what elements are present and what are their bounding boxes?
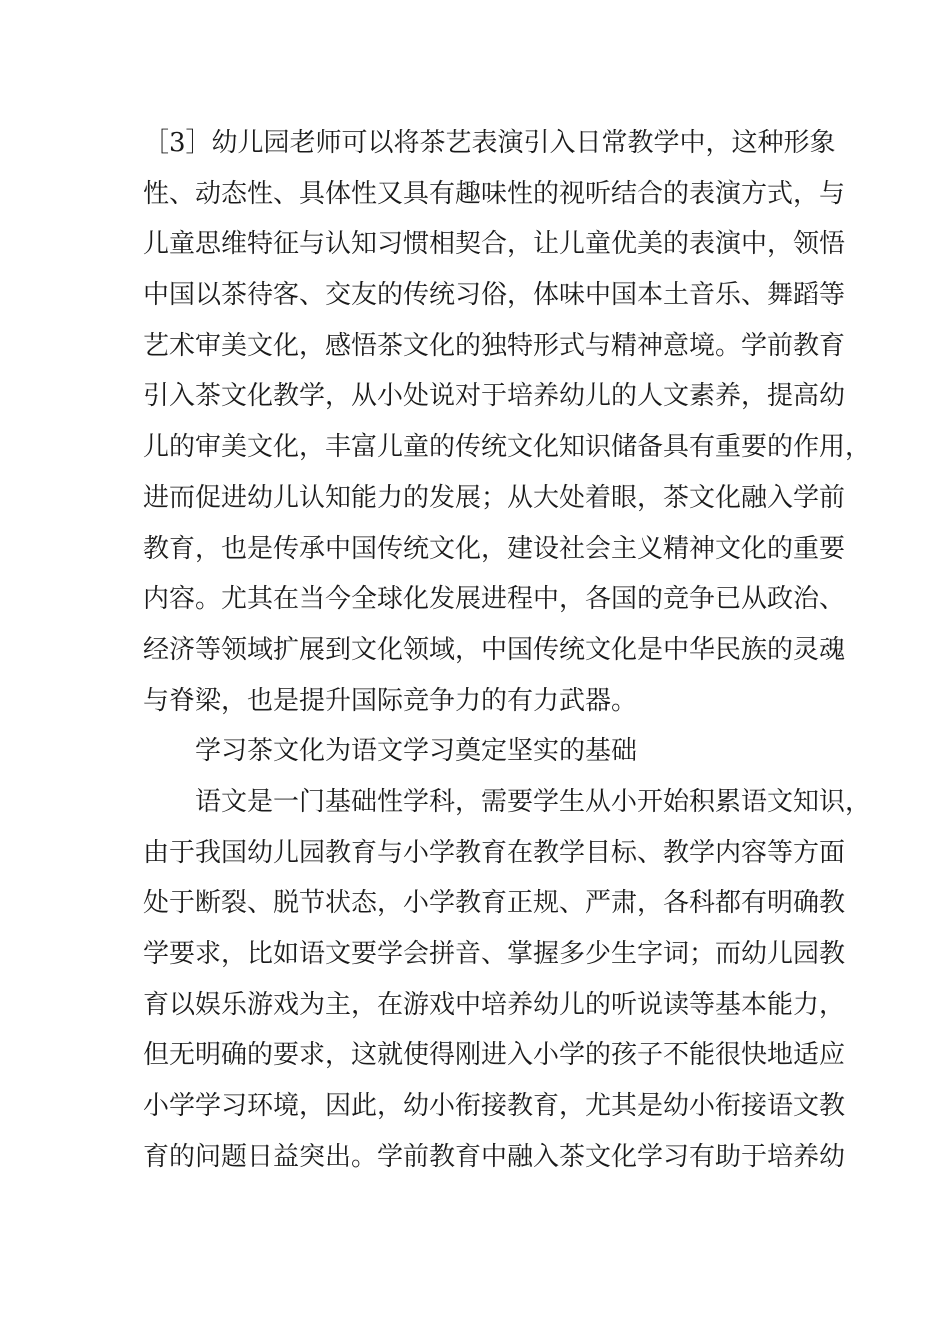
text-line: 儿童思维特征与认知习惯相契合，让儿童优美的表演中，领悟 bbox=[143, 229, 846, 260]
text-line: 引入茶文化教学，从小处说对于培养幼儿的人文素养，提高幼 bbox=[143, 381, 846, 412]
text-line: 性、动态性、具体性又具有趣味性的视听结合的表演方式，与 bbox=[143, 178, 846, 209]
paragraph bbox=[143, 118, 872, 726]
text-line: 内容。尤其在当今全球化发展进程中，各国的竞争已从政治、 bbox=[143, 584, 846, 615]
text-line: 经济等领域扩展到文化领域，中国传统文化是中华民族的灵魂 bbox=[143, 634, 846, 665]
document-body bbox=[143, 118, 872, 1182]
text-line: 育的问题日益突出。学前教育中融入茶文化学习有助于培养幼 bbox=[143, 1141, 846, 1172]
text-line: 但无明确的要求，这就使得刚进入小学的孩子不能很快地适应 bbox=[143, 1040, 846, 1071]
text-line: 学习茶文化为语文学习奠定坚实的基础 bbox=[195, 736, 638, 767]
text-line: 教育，也是传承中国传统文化，建设社会主义精神文化的重要 bbox=[143, 533, 846, 564]
text-line: 艺术审美文化，感悟茶文化的独特形式与精神意境。学前教育 bbox=[143, 330, 846, 361]
text-line: 语文是一门基础性学科，需要学生从小开始积累语文知识， bbox=[195, 786, 872, 817]
text-line: ［3］幼儿园老师可以将茶艺表演引入日常教学中，这种形象 bbox=[143, 128, 836, 158]
section-heading bbox=[143, 726, 863, 777]
text-line: 育以娱乐游戏为主，在游戏中培养幼儿的听说读等基本能力， bbox=[143, 989, 846, 1020]
text-line: 由于我国幼儿园教育与小学教育在教学目标、教学内容等方面 bbox=[143, 837, 846, 868]
text-line: 学要求，比如语文要学会拼音、掌握多少生字词；而幼儿园教 bbox=[143, 939, 846, 969]
text-line: 中国以茶待客、交友的传统习俗，体味中国本土音乐、舞蹈等 bbox=[143, 280, 846, 311]
text-line: 进而促进幼儿认知能力的发展；从大处着眼，茶文化融入学前 bbox=[143, 482, 846, 513]
text-line: 小学学习环境，因此，幼小衔接教育，尤其是幼小衔接语文教 bbox=[143, 1091, 846, 1122]
text-line: 与脊梁，也是提升国际竞争力的有力武器。 bbox=[143, 685, 638, 716]
paragraph bbox=[143, 777, 872, 1183]
text-line: 处于断裂、脱节状态，小学教育正规、严肃，各科都有明确教 bbox=[143, 888, 846, 919]
text-line: 儿的审美文化，丰富儿童的传统文化知识储备具有重要的作用， bbox=[143, 432, 872, 463]
